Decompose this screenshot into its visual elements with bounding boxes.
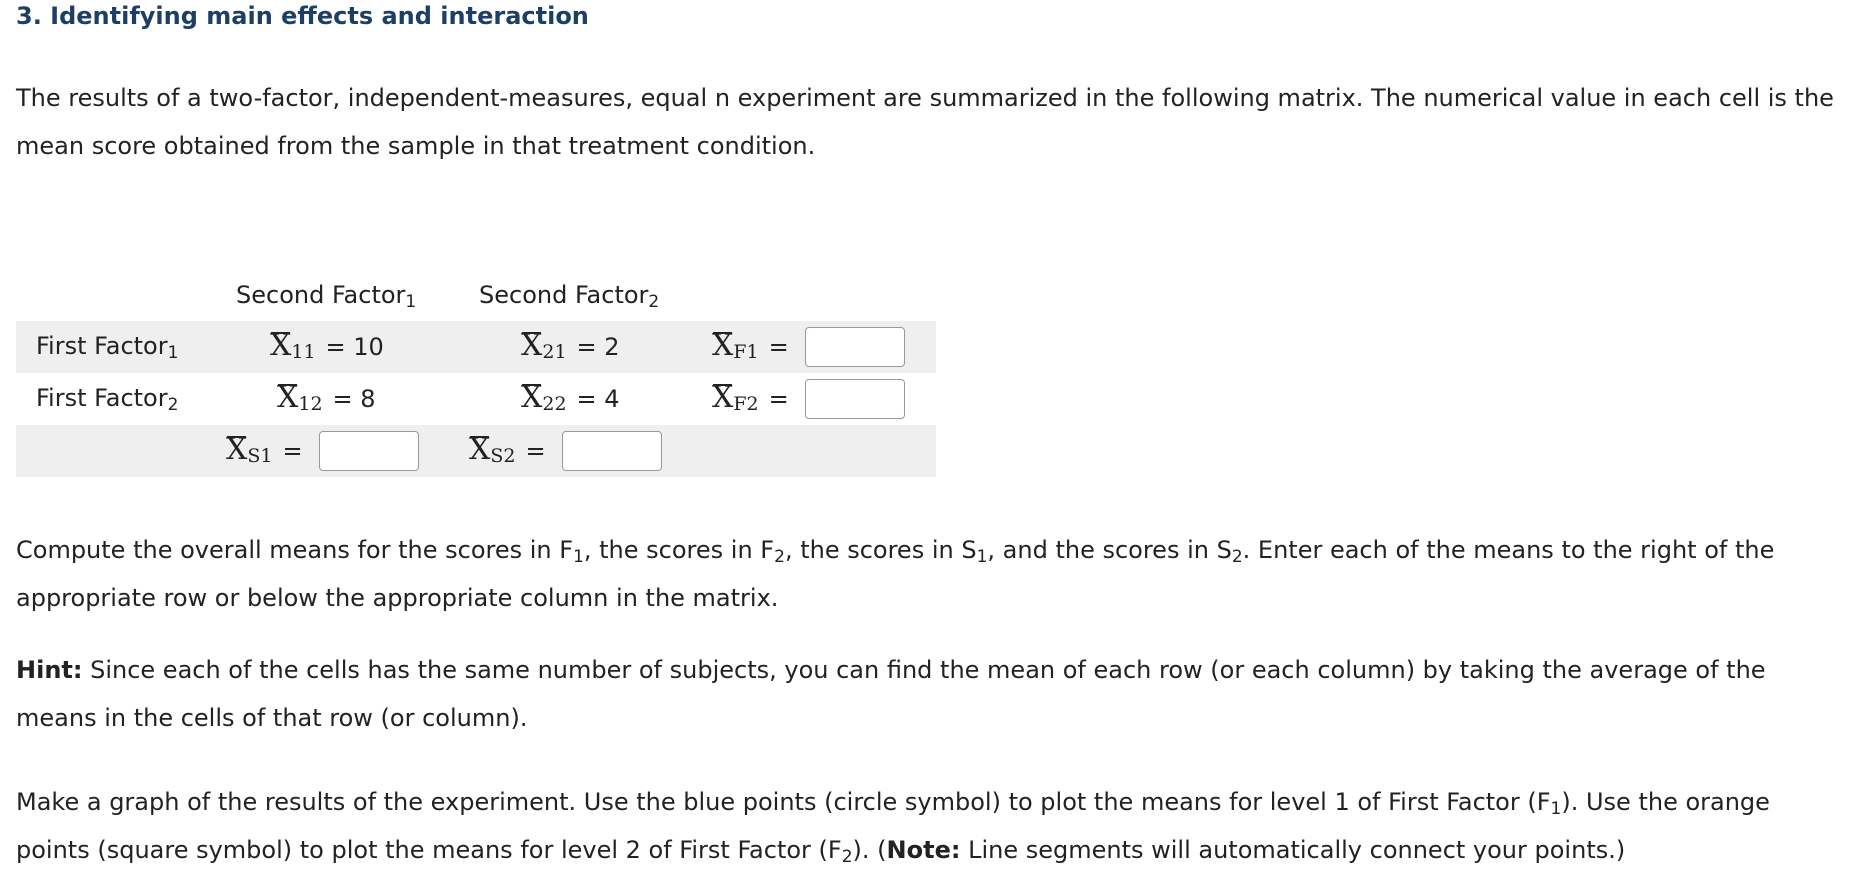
row-label-f1: First Factor$_1$: [36, 332, 179, 363]
col-mean-s1-label: XS1 =: [226, 432, 303, 467]
row-mean-f2-input[interactable]: [805, 379, 905, 419]
intro-paragraph: [16, 74, 1866, 170]
intro-line-2: mean score obtained from the sample in that treatment condition.: [16, 132, 816, 160]
graph-instructions: Make a graph of the results of the experiment. Use the blue points (circle symbol) to plot the means for level 1 of First Factor $(F_1)$. Use the orange points (square symbol) to plot the means for level 2 of First Factor $(F_2)$. (Note: Line segments will automatically connect your points.): [16, 788, 1770, 867]
col-mean-s1-input[interactable]: [319, 431, 419, 471]
row-label-f2: First Factor$_2$: [36, 384, 179, 415]
row-mean-f2-label: XF2 =: [712, 380, 789, 415]
question-heading: 3. Identifying main effects and interaction: [16, 2, 589, 30]
col-header-s1: Second Factor$_1$: [236, 281, 417, 312]
cell-mean-22: X22 = 4: [521, 380, 620, 415]
col-mean-s2-label: XS2 =: [469, 432, 546, 467]
cell-mean-11: X11 = 10: [270, 328, 384, 363]
col-mean-s2-input[interactable]: [562, 431, 662, 471]
cell-mean-21: X21 = 2: [521, 328, 620, 363]
note-label: Note:: [886, 836, 961, 864]
compute-paragraph: Compute the overall means for the scores in $F_1$, the scores in $F_2$, the scores in $S_1$, and the scores in $S_2$. Enter each of the means to the right of the appropriate row or below the appropriate column in the matrix.: [16, 536, 1775, 612]
hint-label: Hint:: [16, 656, 83, 684]
means-matrix: [16, 275, 936, 497]
col-header-s2: Second Factor$_2$: [479, 281, 660, 312]
row-mean-f1-label: XF1 =: [712, 328, 789, 363]
intro-line-1: The results of a two-factor, independent-measures, equal n experiment are summarized in the following matrix. The numerical value in each cell is the: [16, 84, 1834, 112]
row-mean-f1-input[interactable]: [805, 327, 905, 367]
cell-mean-12: X12 = 8: [277, 380, 376, 415]
hint-paragraph: Hint: Since each of the cells has the same number of subjects, you can find the mean of each row (or each column) by taking the average of the means in the cells of that row (or column).: [16, 656, 1766, 732]
